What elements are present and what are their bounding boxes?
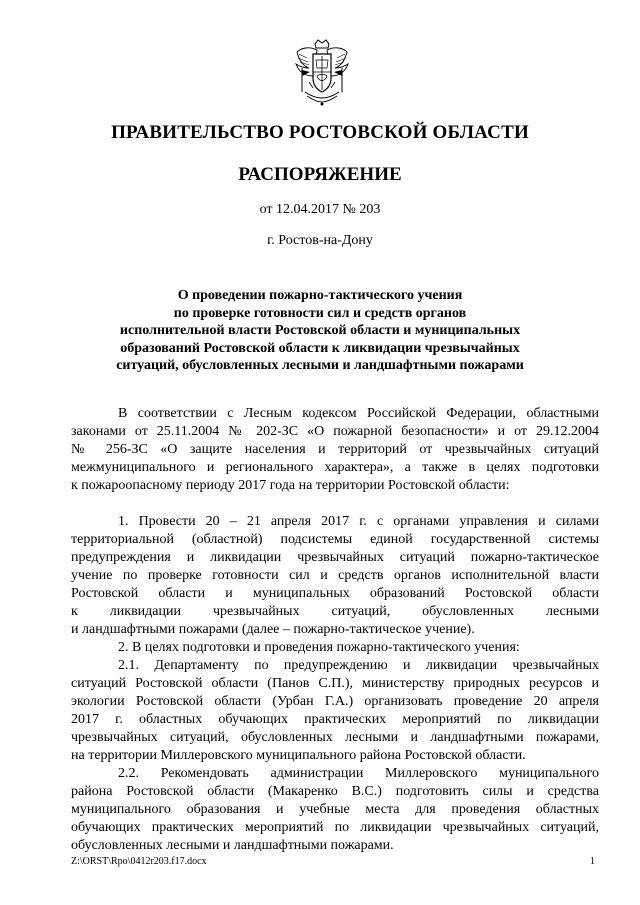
city-line: г. Ростов-на-Дону [267,233,373,248]
government-title: ПРАВИТЕЛЬСТВО РОСТОВСКОЙ ОБЛАСТИ [111,122,529,143]
text-line: муниципального образования и учебные места для проведения областных [71,802,599,817]
text-line: территориальной (областной) подсистемы единой государственной системы [71,532,599,547]
document-type-title: РАСПОРЯЖЕНИЕ [238,164,402,185]
text-line: и ландшафтными пожарами (далее – пожарно-тактическое учение). [71,622,475,637]
subject-line: ситуаций, обусловленных лесными и ландшафтными пожарами [116,358,524,373]
rostov-coat-of-arms-emblem [293,38,351,106]
text-line: к пожароопасному периоду 2017 года на территории Ростовской области: [71,478,510,493]
preamble-paragraph [71,405,599,495]
text-line: района Ростовской области (Макаренко В.С.) подготовить силы и средства [71,784,599,799]
text-line: 2.2. Рекомендовать администрации Миллеровского муниципального [118,766,599,781]
text-line: ситуаций Ростовской области (Панов С.П.), министерству природных ресурсов и [71,676,599,691]
text-line: учение по проверке готовности сил и средств органов исполнительной власти [71,568,599,583]
subject-line: образований Ростовской области к ликвидации чрезвычайных [120,340,520,356]
text-line: обучающих практических мероприятий по ликвидации чрезвычайных ситуаций, [71,820,599,835]
text-line: 1. Провести 20 – 21 апреля 2017 г. с органами управления и силами [118,514,599,529]
subject-line: исполнительной власти Ростовской области и муниципальных [119,323,521,338]
text-line: Ростовской области и муниципальных образований Ростовской области [71,586,599,601]
text-line: на территории Миллеровского муниципального района Ростовской области. [71,748,526,763]
text-line: обусловленных лесными и ландшафтными пожарами. [71,838,394,853]
text-line: предупреждения и ликвидации чрезвычайных ситуаций пожарно-тактическое [71,550,599,565]
text-line: межмуниципального и регионального характера», а также в целях подготовки [71,460,599,475]
text-line: 2. В целях подготовки и проведения пожарно-тактического учения: [118,640,520,655]
page-number: 1 [590,856,595,867]
file-path: Z:\ORST\Rpo\0412r203.f17.docx [71,856,207,867]
decree-subject [92,287,548,375]
text-line: 2017 г. областных обучающих практических мероприятий по ликвидации [71,712,599,727]
text-line: законами от 25.11.2004 № 202-ЗС «О пожарной безопасности» и от 29.12.2004 [71,424,599,439]
subject-line: О проведении пожарно-тактического учения [177,288,463,303]
text-line: экологии Ростовской области (Урбан Г.А.) организовать проведение 20 апреля [71,694,599,709]
decree-items [71,513,599,855]
date-number-line: от 12.04.2017 № 203 [259,202,381,217]
text-line: к ликвидации чрезвычайных ситуаций, обусловленных лесными [71,604,599,619]
text-line: чрезвычайных ситуаций, обусловленных лесными и ландшафтными пожарами, [71,730,599,745]
subject-line: по проверке готовности сил и средств органов [173,305,467,321]
text-line: 2.1. Департаменту по предупреждению и ликвидации чрезвычайных [118,658,599,673]
text-line: В соответствии с Лесным кодексом Российской Федерации, областными [118,406,599,421]
text-line: № 256-ЗС «О защите населения и территорий от чрезвычайных ситуаций [71,442,599,457]
